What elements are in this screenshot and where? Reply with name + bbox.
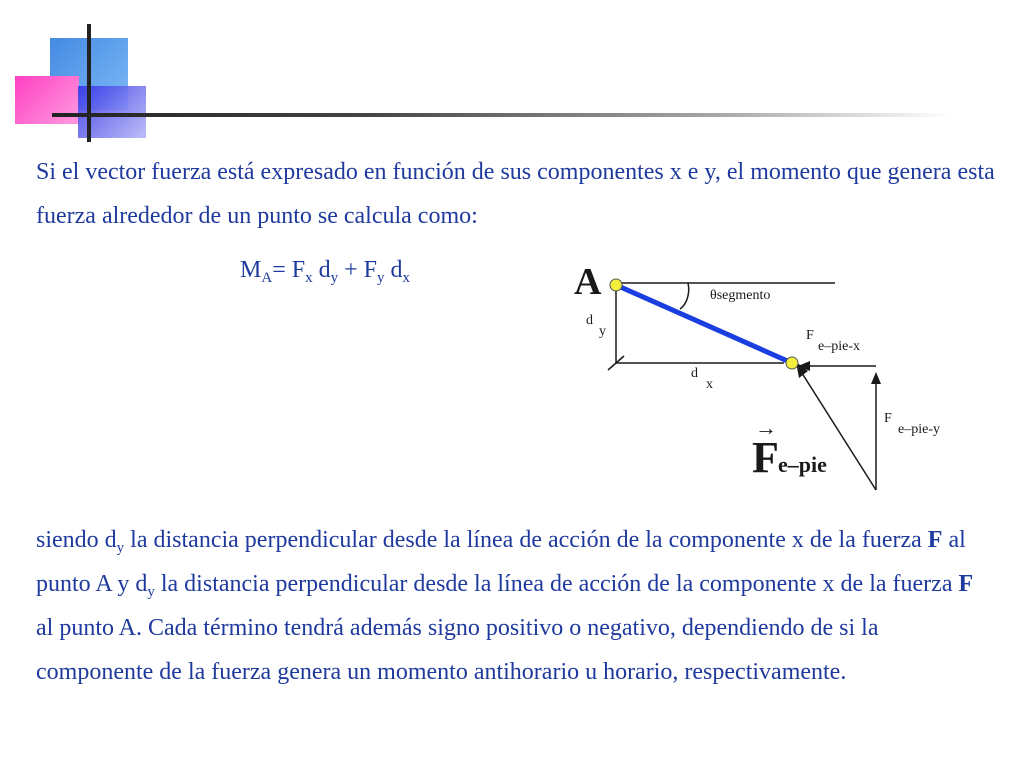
explanation-paragraph: siendo $d_y$ la distancia perpendicular desde la línea de acción de la componente x de la fuerza F al punto A y $d_y$ la distancia perpendicular desde la línea de acción de la componente x de la fuerza F al punto A. Cada término tendrá además signo positivo o negativo, dependiendo de si la componente de la fuerza genera un momento antihorario u horario, respectivamente. bbox=[36, 527, 974, 685]
fx-sub-label: e–pie-x bbox=[818, 339, 860, 354]
dy-sub-label: y bbox=[599, 324, 606, 339]
angle-label: θsegmento bbox=[710, 288, 771, 303]
point-force-application bbox=[786, 357, 798, 369]
dx-sub-label: x bbox=[706, 377, 713, 392]
force-diagram bbox=[560, 250, 960, 500]
decor-vertical-line bbox=[87, 24, 91, 142]
fy-sub-label: e–pie-y bbox=[898, 422, 940, 437]
point-a bbox=[610, 279, 622, 291]
force-sub-label: e–pie bbox=[778, 452, 827, 477]
decor-horizontal-line bbox=[52, 113, 952, 117]
intro-text: Si el vector fuerza está expresado en función de sus componentes x e y, el momento que genera esta fuerza alrededor de un punto se calcula como: bbox=[36, 159, 995, 229]
moment-formula: $M_A= F_x$ $d_y + F_y$ $d_x$ bbox=[240, 257, 410, 286]
dx-label: d bbox=[691, 366, 698, 381]
force-arrow-symbol: → bbox=[755, 415, 777, 440]
fy-label: F bbox=[884, 411, 892, 426]
force-label: F bbox=[752, 433, 779, 482]
force-y-component-arrowhead bbox=[871, 372, 881, 384]
fx-label: F bbox=[806, 328, 814, 343]
dy-label: d bbox=[586, 313, 593, 328]
point-a-label: A bbox=[574, 261, 602, 303]
intro-paragraph bbox=[36, 150, 996, 238]
angle-arc bbox=[680, 283, 689, 309]
